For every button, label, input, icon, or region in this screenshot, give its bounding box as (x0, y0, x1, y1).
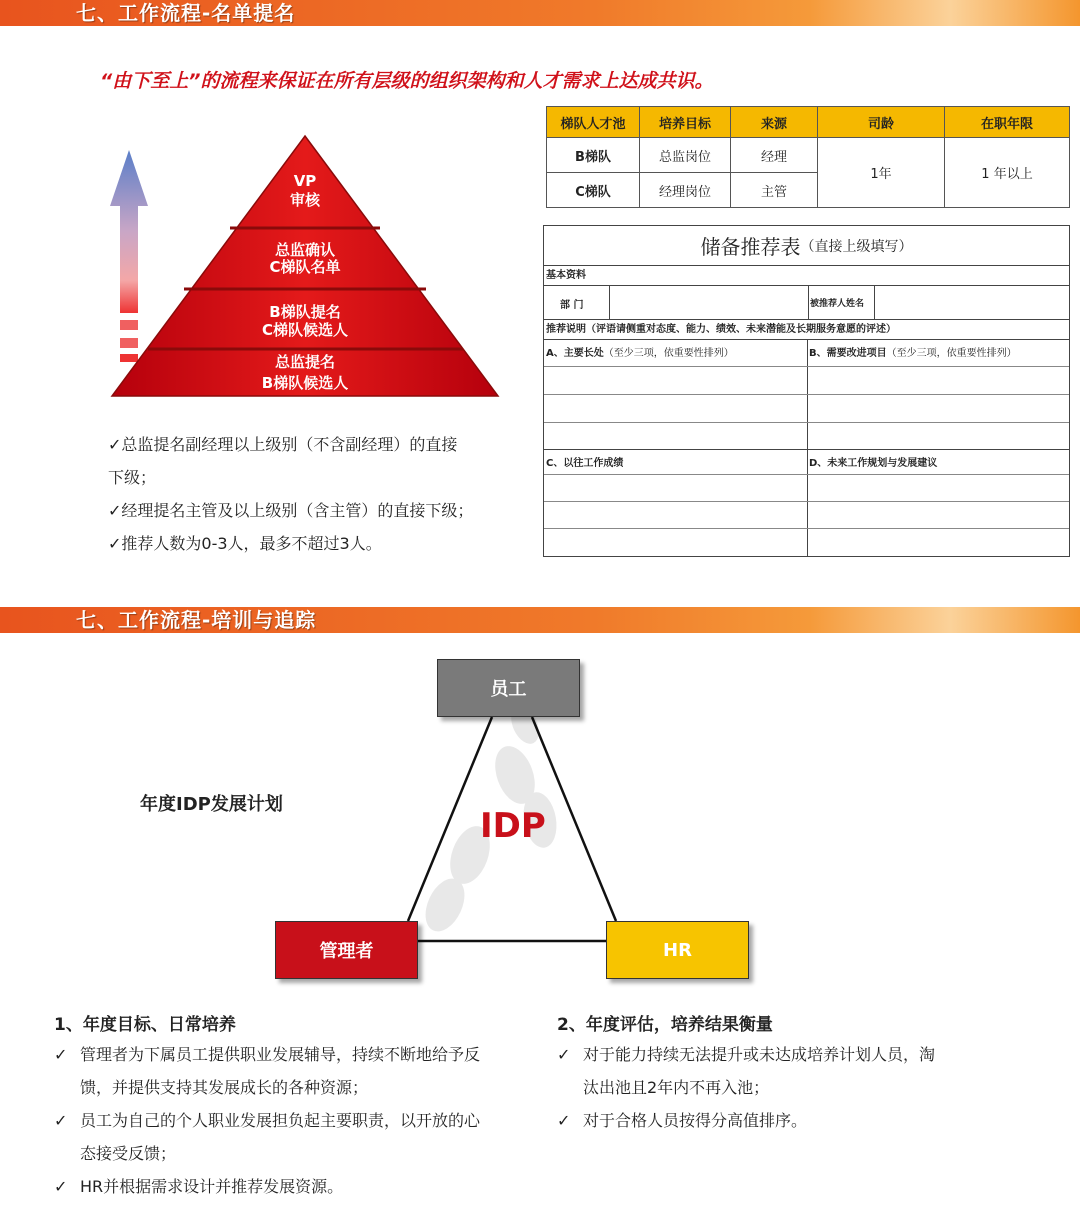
strengths-note: （至少三项，依重要性排列） (603, 348, 734, 359)
idp-plan-label: 年度IDP发展计划 (140, 794, 283, 815)
list-item-line: 管理者为下属员工提供职业发展辅导，持续不断地给予反 (80, 1045, 481, 1064)
form-cd-block (544, 450, 1069, 558)
table-cell: 经理岗位 (640, 173, 731, 208)
table-header: 司龄 (818, 107, 945, 138)
employee-label: 员工 (490, 679, 527, 700)
table-cell: B梯队 (547, 138, 640, 173)
strengths-label-text: A、主要长处 (546, 348, 604, 359)
recommendation-form (543, 225, 1070, 557)
check-icon: ✓ (557, 1111, 571, 1130)
pyramid-level-3-line1: B梯队提名 (269, 303, 341, 321)
pyramid-level-4 (200, 352, 410, 394)
improvements-label-text: B、需要改进项目 (809, 348, 887, 359)
table-header: 在职年限 (945, 107, 1070, 138)
hr-label: HR (663, 939, 692, 961)
future-plan-label: D、未来工作规划与发展建议 (809, 458, 938, 469)
note-line: ✓经理提名主管及以上级别（含主管）的直接下级； (108, 501, 474, 520)
idp-label: IDP (480, 806, 546, 846)
table-row (547, 138, 1070, 173)
strengths-label (546, 344, 734, 359)
col2-heading: 2、年度评估，培养结果衡量 (557, 1015, 773, 1035)
dept-label: 部 门 (560, 300, 584, 311)
manager-node (275, 921, 418, 979)
form-dept-row (544, 286, 1069, 320)
employee-node (437, 659, 580, 717)
form-title-row (544, 226, 1069, 266)
pyramid-level-2-line1: 总监确认 (274, 241, 335, 259)
pyramid-level-vp-line1: VP (293, 172, 317, 190)
table-cell: 总监岗位 (640, 138, 731, 173)
nomination-notes (108, 428, 473, 560)
table-cell: 1年 (818, 138, 945, 208)
check-icon: ✓ (54, 1111, 68, 1130)
table-header: 培养目标 (640, 107, 731, 138)
col1-bullets (54, 1038, 554, 1203)
manager-label: 管理者 (319, 941, 374, 962)
pyramid-level-3 (210, 303, 400, 339)
form-reason-row (544, 320, 1069, 340)
pyramid-level-vp-line2: 审核 (289, 191, 320, 209)
section2-banner (0, 607, 1080, 633)
table-cell: 经理 (731, 138, 818, 173)
improvements-note: （至少三项，依重要性排列） (886, 348, 1017, 359)
list-item-line: 员工为自己的个人职业发展担负起主要职责，以开放的心 (80, 1111, 481, 1130)
section1-banner (0, 0, 1080, 26)
nominee-label: 被推荐人姓名 (810, 299, 865, 309)
col1-heading: 1、年度目标、日常培养 (54, 1015, 236, 1035)
form-basic-info-label: 基本资料 (546, 270, 586, 281)
improvements-label (809, 344, 1017, 359)
table-header: 来源 (731, 107, 818, 138)
section1-subtitle: “由下至上”的流程来保证在所有层级的组织架构和人才需求上达成共识。 (100, 70, 714, 92)
table-cell: C梯队 (547, 173, 640, 208)
list-item-line: 态接受反馈； (80, 1144, 177, 1163)
table-header-row (547, 107, 1070, 138)
list-item-line: 汰出池且2年内不再入池； (583, 1078, 770, 1097)
form-basic-info-row (544, 266, 1069, 286)
note-line: 下级； (108, 468, 157, 487)
table-cell: 1 年以上 (945, 138, 1070, 208)
pyramid-level-4-line1: 总监提名 (274, 353, 335, 371)
form-title-note: （直接上级填写） (800, 238, 913, 255)
pyramid-level-2 (220, 242, 390, 276)
section1-title: 七、工作流程-名单提名 (76, 1, 296, 25)
col2-bullets (557, 1038, 1017, 1137)
list-item-line: 对于合格人员按得分高值排序。 (583, 1111, 808, 1130)
hr-node (606, 921, 749, 979)
section2-title: 七、工作流程-培训与追踪 (76, 608, 317, 632)
check-icon: ✓ (54, 1177, 68, 1196)
pyramid-level-4-line2: B梯队候选人 (261, 374, 349, 392)
table-cell: 主管 (731, 173, 818, 208)
form-ab-block (544, 340, 1069, 450)
note-line: ✓推荐人数为0-3人，最多不超过3人。 (108, 534, 382, 553)
note-line: ✓总监提名副经理以上级别（不含副经理）的直接 (108, 435, 458, 454)
pyramid-level-vp (250, 172, 360, 210)
reason-label: 推荐说明（评语请侧重对态度、能力、绩效、未来潜能及长期服务意愿的评述） (546, 324, 896, 335)
pyramid-level-3-line2: C梯队候选人 (261, 321, 348, 339)
pyramid-level-2-line2: C梯队名单 (269, 258, 341, 276)
list-item (557, 1038, 1017, 1104)
list-item (54, 1170, 554, 1203)
list-item (54, 1104, 554, 1170)
check-icon: ✓ (557, 1045, 571, 1064)
achievements-label: C、以往工作成绩 (546, 458, 624, 469)
list-item (557, 1104, 1017, 1137)
form-title: 储备推荐表 (700, 235, 801, 259)
list-item-line: 对于能力持续无法提升或未达成培养计划人员，淘 (583, 1045, 936, 1064)
check-icon: ✓ (54, 1045, 68, 1064)
list-item-line: HR并根据需求设计并推荐发展资源。 (80, 1177, 344, 1196)
list-item-line: 馈，并提供支持其发展成长的各种资源； (80, 1078, 369, 1097)
talent-pool-table (546, 106, 1070, 208)
list-item (54, 1038, 554, 1104)
table-header: 梯队人才池 (547, 107, 640, 138)
